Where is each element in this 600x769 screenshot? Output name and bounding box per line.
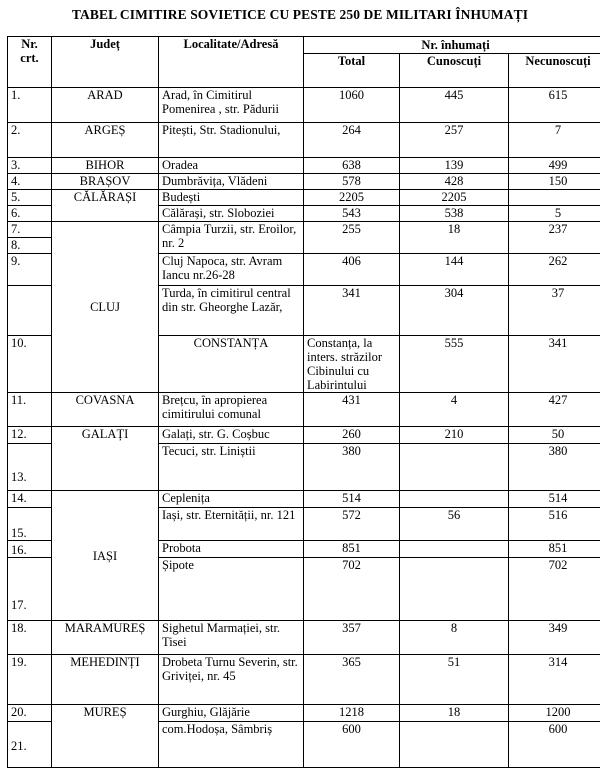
table-row [8, 393, 600, 427]
cell-necunoscuti: 5 [509, 206, 600, 222]
table-row [8, 190, 600, 206]
header-nr-inhumati: Nr. înhumați [304, 37, 600, 54]
cell-nr: 6. [8, 206, 52, 222]
cell-total: 357 [304, 621, 400, 655]
cell-localitate: Dumbrăvița, Vlădeni [159, 174, 304, 190]
cell-nr: 21. [8, 722, 52, 768]
header-necunoscuti: Necunoscuți [509, 54, 600, 88]
table-row [8, 621, 600, 655]
header-nr-crt: Nr. crt. [8, 37, 52, 88]
cell-cunoscuti: 428 [400, 174, 509, 190]
cell-cunoscuti: 445 [400, 88, 509, 123]
cell-nr [8, 286, 52, 336]
table-row [8, 174, 600, 190]
cell-necunoscuti: 1200 [509, 705, 600, 722]
cell-cunoscuti: 18 [400, 222, 509, 254]
cell-cunoscuti: 257 [400, 123, 509, 158]
cell-necunoscuti: 7 [509, 123, 600, 158]
cell-cunoscuti [400, 444, 509, 491]
cell-total: 341 [304, 286, 400, 336]
cell-total: 638 [304, 158, 400, 174]
cell-necunoscuti: 600 [509, 722, 600, 768]
cell-cunoscuti: 210 [400, 427, 509, 444]
cell-nr: 12. [8, 427, 52, 444]
cell-necunoscuti: 150 [509, 174, 600, 190]
cell-localitate: Galați, str. G. Coșbuc [159, 427, 304, 444]
cell-nr: 9. [8, 254, 52, 286]
cell-nr: 3. [8, 158, 52, 174]
cell-necunoscuti: 50 [509, 427, 600, 444]
table-row [8, 427, 600, 444]
cell-localitate: Drobeta Turnu Severin, str. Griviței, nr. 45 [159, 655, 304, 705]
cell-localitate: Câmpia Turzii, str. Eroilor, nr. 2 [159, 222, 304, 254]
table-row [8, 655, 600, 705]
header-judet: Județ [52, 37, 159, 88]
cell-nr: 16. [8, 541, 52, 558]
cell-judet: IAȘI [52, 491, 159, 621]
cell-localitate: com.Hodoșa, Sâmbriș [159, 722, 304, 768]
cell-total: 543 [304, 206, 400, 222]
cell-cunoscuti: 4 [400, 393, 509, 427]
cell-total: 264 [304, 123, 400, 158]
document-title: TABEL CIMITIRE SOVIETICE CU PESTE 250 DE MILITARI ÎNHUMAȚI [71, 7, 529, 22]
cemetery-table [7, 36, 600, 768]
cell-localitate: Turda, în cimitirul central din str. Gheorghe Lazăr, [159, 286, 304, 336]
cell-nr: 20. [8, 705, 52, 722]
cell-nr: 11. [8, 393, 52, 427]
table-row [8, 705, 600, 722]
cell-judet: BRAȘOV [52, 174, 159, 190]
cell-necunoscuti: 615 [509, 88, 600, 123]
cell-localitate: Ceplenița [159, 491, 304, 508]
cell-total: 406 [304, 254, 400, 286]
cell-necunoscuti: 851 [509, 541, 600, 558]
cell-necunoscuti [509, 190, 600, 206]
cell-necunoscuti: 37 [509, 286, 600, 336]
cell-total: 260 [304, 427, 400, 444]
cell-judet: ARGEȘ [52, 123, 159, 158]
cell-cunoscuti: 56 [400, 508, 509, 541]
cell-necunoscuti: 314 [509, 655, 600, 705]
table-row [8, 222, 600, 238]
cell-judet: BIHOR [52, 158, 159, 174]
cell-localitate: Arad, în Cimitirul Pomenirea , str. Pădurii [159, 88, 304, 123]
cell-total: 600 [304, 722, 400, 768]
cell-nr: 4. [8, 174, 52, 190]
cell-nr: 19. [8, 655, 52, 705]
cell-cunoscuti: 144 [400, 254, 509, 286]
cell-cunoscuti: 51 [400, 655, 509, 705]
cell-localitate: Constanța, la inters. străzilor Cibinului cu Labirintului [304, 336, 400, 393]
cell-cunoscuti: 2205 [400, 190, 509, 206]
cell-nr: 2. [8, 123, 52, 158]
cell-cunoscuti [400, 722, 509, 768]
cell-necunoscuti: 499 [509, 158, 600, 174]
cell-total: 1218 [304, 705, 400, 722]
cell-nr: 1. [8, 88, 52, 123]
cell-necunoscuti: 237 [509, 222, 600, 254]
cell-total: 380 [304, 444, 400, 491]
cell-judet: MARAMUREȘ [52, 621, 159, 655]
cell-cunoscuti: 8 [400, 621, 509, 655]
cell-necunoscuti: 514 [509, 491, 600, 508]
table-row [8, 123, 600, 158]
cell-total: 572 [304, 508, 400, 541]
cell-localitate: Pitești, Str. Stadionului, [159, 123, 304, 158]
table-row [8, 491, 600, 508]
cell-localitate: Tecuci, str. Liniștii [159, 444, 304, 491]
table-row [8, 158, 600, 174]
cell-cunoscuti: 538 [400, 206, 509, 222]
header-localitate: Localitate/Adresă [159, 37, 304, 88]
cell-localitate: Budești [159, 190, 304, 206]
cell-judet: MUREȘ [52, 705, 159, 768]
cell-necunoscuti: 380 [509, 444, 600, 491]
cell-cunoscuti: 341 [509, 336, 600, 393]
cell-nr: 15. [8, 508, 52, 541]
cell-nr: 18. [8, 621, 52, 655]
cell-localitate: Gurghiu, Glăjărie [159, 705, 304, 722]
cell-total: 255 [304, 222, 400, 254]
cell-cunoscuti [400, 558, 509, 621]
cell-total: 1060 [304, 88, 400, 123]
cell-necunoscuti: 262 [509, 254, 600, 286]
cell-total: 365 [304, 655, 400, 705]
cell-localitate: Șipote [159, 558, 304, 621]
cell-nr: 17. [8, 558, 52, 621]
cell-nr: 14. [8, 491, 52, 508]
cell-total: 702 [304, 558, 400, 621]
cell-total: 578 [304, 174, 400, 190]
cell-nr: 8. [8, 238, 52, 254]
cell-total: 514 [304, 491, 400, 508]
cell-localitate: Probota [159, 541, 304, 558]
cell-nr: 5. [8, 190, 52, 206]
cell-necunoscuti: 516 [509, 508, 600, 541]
cell-cunoscuti: 304 [400, 286, 509, 336]
cell-localitate: Cluj Napoca, str. Avram Iancu nr.26-28 [159, 254, 304, 286]
table-row [8, 88, 600, 123]
cell-nr: 13. [8, 444, 52, 491]
cell-localitate: Oradea [159, 158, 304, 174]
cell-cunoscuti: 18 [400, 705, 509, 722]
cell-cunoscuti: 139 [400, 158, 509, 174]
cell-total: 2205 [304, 190, 400, 206]
cell-localitate: Călărași, str. Sloboziei [159, 206, 304, 222]
cell-judet: MEHEDINȚI [52, 655, 159, 705]
table-container [7, 36, 600, 769]
cell-necunoscuti: 349 [509, 621, 600, 655]
header-total: Total [304, 54, 400, 88]
cell-localitate: Brețcu, în apropierea cimitirului comunal [159, 393, 304, 427]
cell-cunoscuti [400, 491, 509, 508]
cell-necunoscuti: 702 [509, 558, 600, 621]
cell-total: 555 [400, 336, 509, 393]
cell-judet: GALAȚI [52, 427, 159, 491]
cell-necunoscuti: 427 [509, 393, 600, 427]
cell-nr: 7. [8, 222, 52, 238]
cell-judet: COVASNA [52, 393, 159, 427]
cell-total: 851 [304, 541, 400, 558]
cell-judet: CONSTANȚA [159, 336, 304, 393]
cell-judet: ARAD [52, 88, 159, 123]
cell-localitate: Iași, str. Eternității, nr. 121 [159, 508, 304, 541]
cell-judet: CĂLĂRAȘI [52, 190, 159, 222]
cell-cunoscuti [400, 541, 509, 558]
cell-localitate: Sighetul Marmației, str. Tisei [159, 621, 304, 655]
cell-judet: CLUJ [52, 222, 159, 393]
header-cunoscuti: Cunoscuți [400, 54, 509, 88]
cell-total: 431 [304, 393, 400, 427]
cell-nr: 10. [8, 336, 52, 393]
